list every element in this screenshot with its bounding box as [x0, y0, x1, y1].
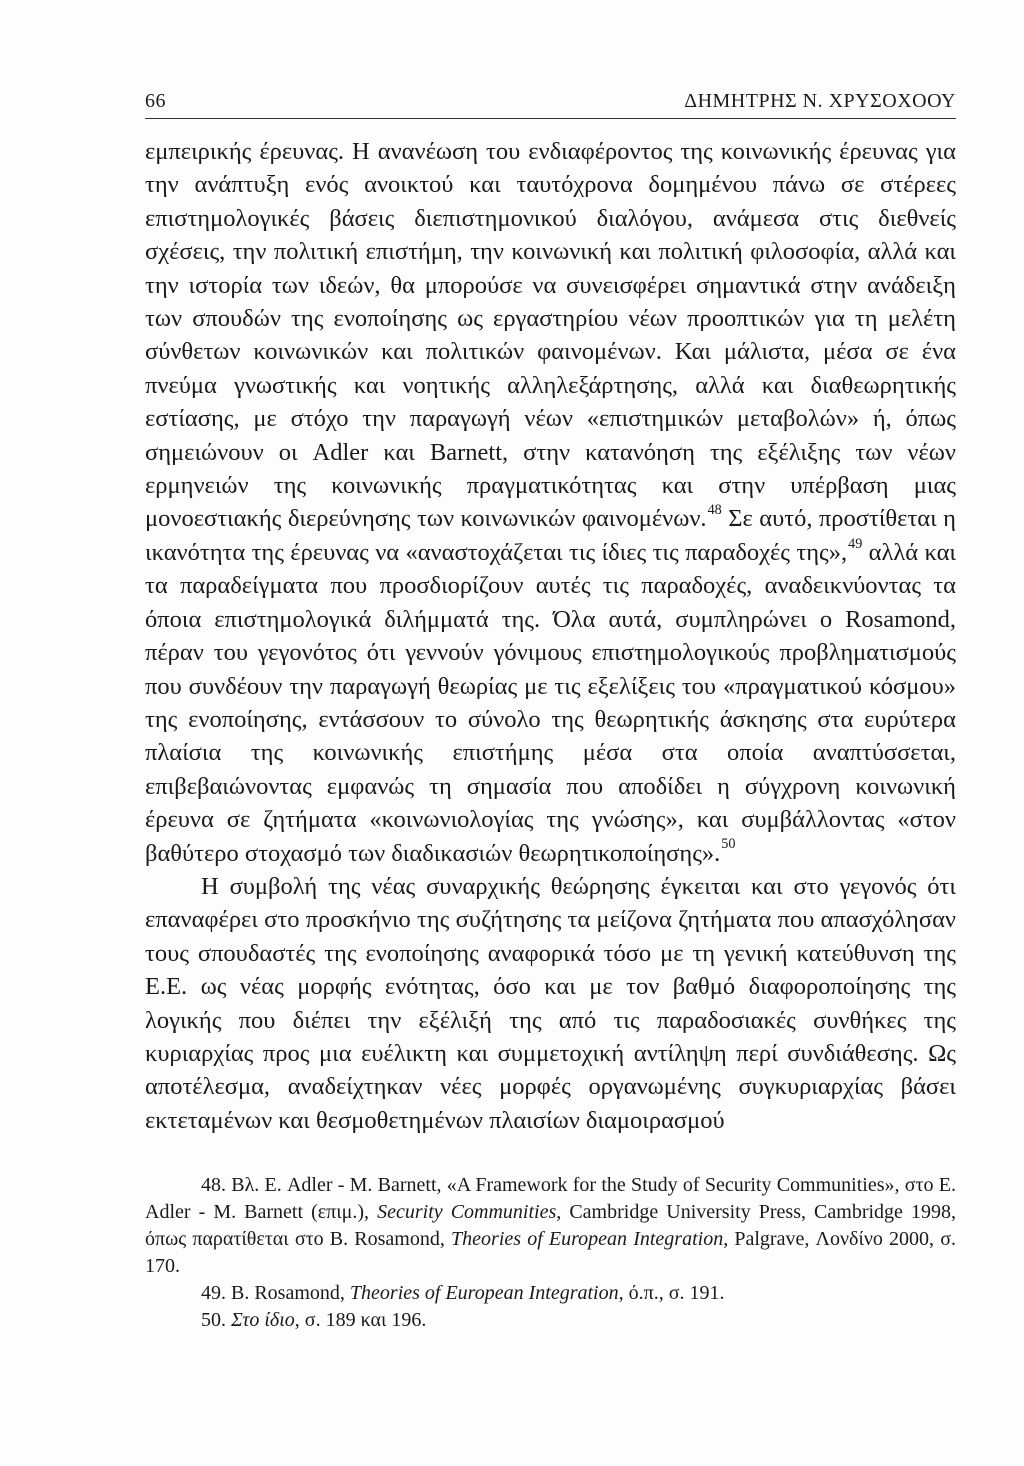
footnote-48-title-1: Security Communities [377, 1201, 557, 1223]
page-number: 66 [145, 90, 166, 112]
footnote-48 [145, 1172, 956, 1280]
footnote-48-text-3: , Palgrave, Λονδίνο 2000, σ. 170. [145, 1228, 956, 1277]
paragraph-1-part-1: εμπειρικής έρευνας. Η ανανέωση του ενδιαφέροντος της κοινωνικής έρευνας για την ανάπτυξη ενός ανοικτού και ταυτόχρονα δομημένου πάνω σε στέρεες επιστημολογικές βάσεις διεπιστημονικού διαλόγου, ανάμεσα στις διεθνείς σχέσεις, την πολιτική επιστήμη, την κοινωνική και πολιτική φιλοσοφία, αλλά και την ιστορία των ιδεών, θα μπορούσε να συνεισφέρει σημαντικά στην ανάδειξη των σπουδών της ενοποίησης ως εργαστηρίου νέων προοπτικών για τη μελέτη σύνθετων κοινωνικών και πολιτικών φαινομένων. Και μάλιστα, μέσα σε ένα πνεύμα γνωστικής και νοητικής αλληλεξάρτησης, αλλά και διαθεωρητικής εστίασης, με στόχο την παραγωγή νέων «επιστημικών μεταβολών» ή, όπως σημειώνουν οι Adler και Barnett, στην κατανόηση της εξέλιξης των νέων ερμηνειών της κοινωνικής πραγματικότητας και στην υπέρβαση μιας μονοεστιακής διερεύνησης των κοινωνικών φαινομένων. [145, 138, 956, 533]
footnote-50-text-1: 50. [201, 1309, 231, 1331]
footnote-49-text-1: 49. B. Rosamond, [201, 1282, 350, 1304]
footnote-50 [145, 1307, 956, 1334]
footnote-49-text-2: , ό.π., σ. 191. [618, 1282, 725, 1304]
footnote-50-ibid: Στο ίδιο [231, 1309, 295, 1331]
paragraph-1-part-2: Σε αυτό, προστίθεται η ικανότητα της έρευνας να «αναστοχάζεται τις ίδιες τις παραδοχές της», [145, 505, 956, 566]
running-head-author: ΔΗΜΗΤΡΗΣ Ν. ΧΡΥΣΟΧΟΟΥ [684, 90, 956, 112]
paragraph-1-part-3: αλλά και τα παραδείγματα που προσδιορίζουν αυτές τις παραδοχές, αναδεικνύοντας τα όποια επιστημολογικά διλήμματά της. Όλα αυτά, συμπληρώνει ο Rosamond, πέραν του γεγονότος ότι γεννούν γόνιμους επιστημολογικούς προβληματισμούς που συνδέουν την παραγωγή θεωρίας με τις εξελίξεις του «πραγματικού κόσμου» της ενοποίησης, εντάσσουν το σύνολο της θεωρητικής άσκησης στα ευρύτερα πλαίσια της κοινωνικής επιστήμης μέσα στα οποία αναπτύσσεται, επιβεβαιώνοντας εμφανώς τη σημασία που αποδίδει η σύγχρονη κοινωνική έρευνα σε ζητήματα «κοινωνιολογίας της γνώσης», και συμβάλλοντας «στον βαθύτερο στοχασμό των διαδικασιών θεωρητικοποίησης». [145, 538, 956, 867]
running-header [145, 88, 956, 119]
footnote-49 [145, 1280, 956, 1307]
paragraph-1 [145, 135, 956, 870]
footnote-ref-49[interactable]: 49 [848, 535, 863, 552]
footnote-48-title-2: Theories of European Integration [451, 1228, 724, 1250]
footnote-48-text-2: , Cambridge University Press, Cambridge 1998, όπως παρατίθεται στο B. Rosamond, [145, 1201, 956, 1250]
paragraph-2: Η συμβολή της νέας συναρχικής θεώρησης έγκειται και στο γεγονός ότι επαναφέρει στο προσκήνιο της συζήτησης τα μείζονα ζητήματα που απασχόλησαν τους σπουδαστές της ενοποίησης αναφορικά τόσο με τη γενική κατεύθυνση της Ε.Ε. ως νέας μορφής ενότητας, όσο και με τον βαθμό διαφοροποίησης της λογικής που διέπει την εξέλιξή της από τις παραδοσιακές συνθήκες της κυριαρχίας προς μια ευέλικτη και συμμετοχική αντίληψη περί συνδιάθεσης. Ως αποτέλεσμα, αναδείχτηκαν νέες μορφές οργανωμένης συγκυριαρχίας βάσει εκτεταμένων και θεσμοθετημένων πλαισίων διαμοιρασμού [145, 872, 956, 1134]
footnotes [145, 1172, 956, 1334]
footnote-48-text-1: 48. Βλ. Ε. Adler - M. Barnett, «A Framework for the Study of Security Communities», στο E. Adler - M. Barnett (επιμ.), [145, 1174, 956, 1223]
body-text [145, 135, 956, 1137]
footnote-49-title: Theories of European Integration [349, 1282, 619, 1304]
footnote-50-text-2: , σ. 189 και 196. [294, 1309, 427, 1331]
footnote-ref-48[interactable]: 48 [707, 502, 722, 519]
footnote-ref-50[interactable]: 50 [721, 836, 736, 853]
